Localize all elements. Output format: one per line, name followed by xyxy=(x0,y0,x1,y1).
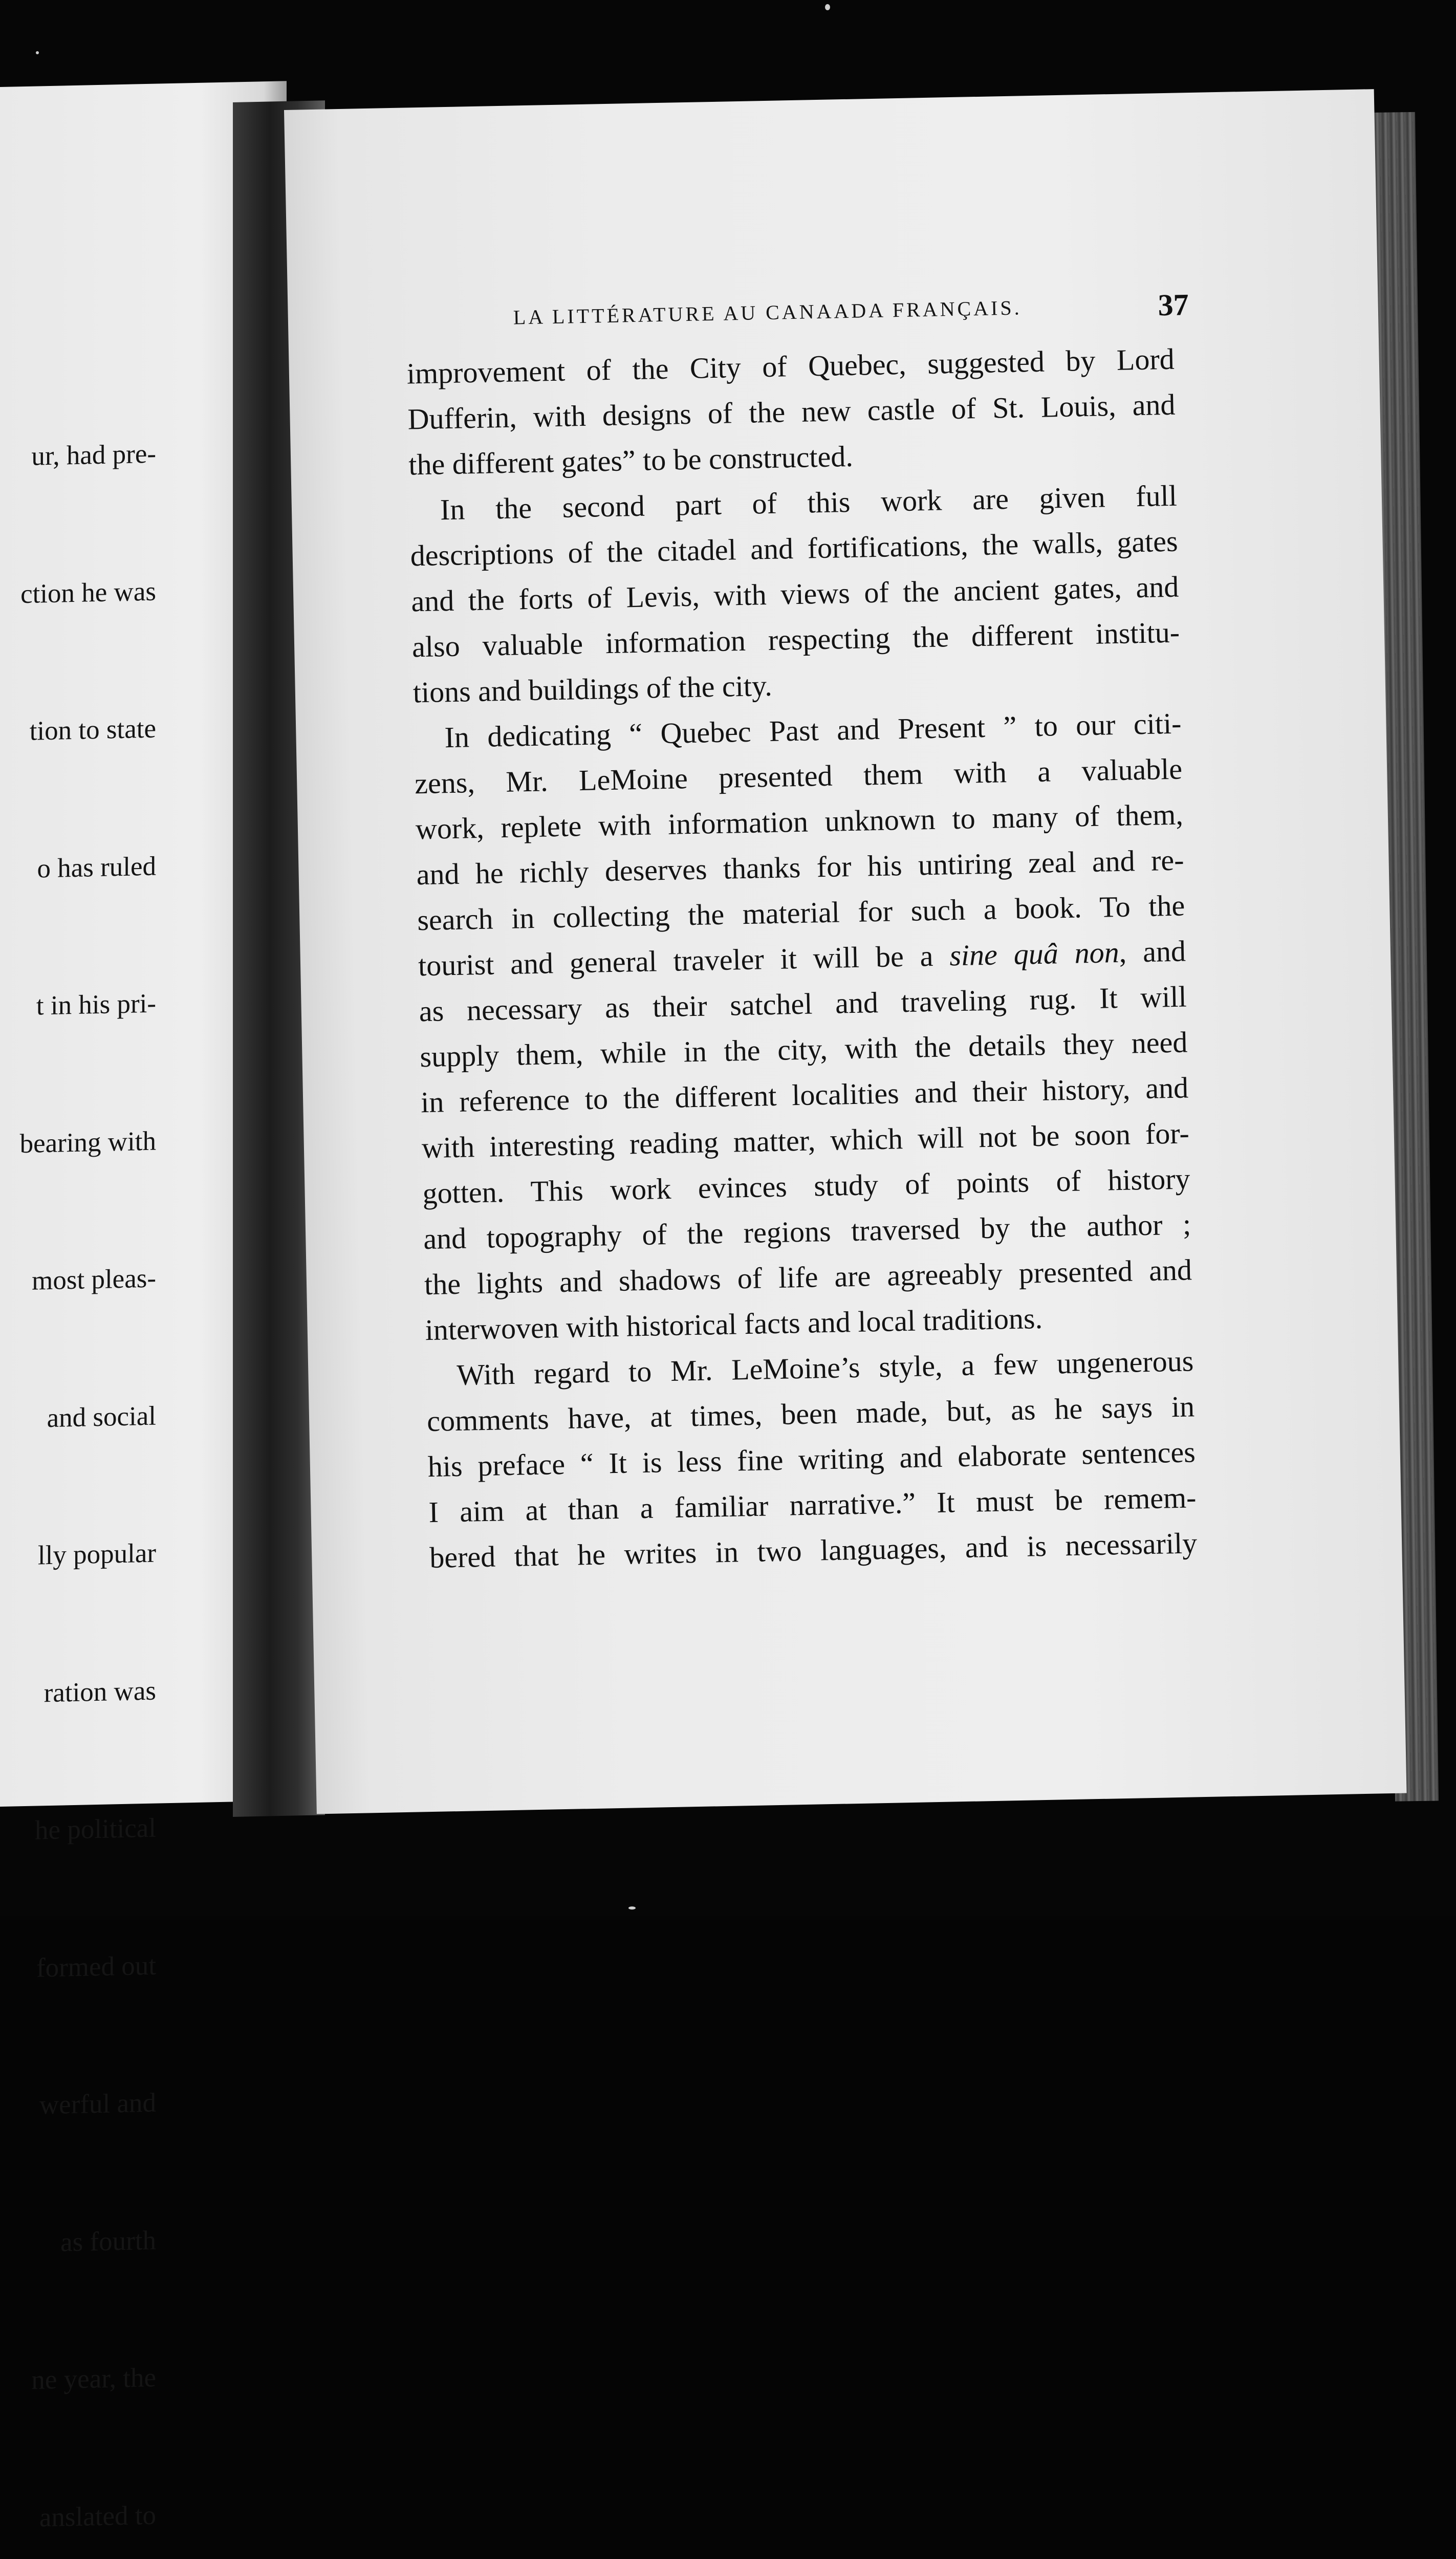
text-line: comments have, at times, been made, but, as he says in xyxy=(426,1390,1195,1438)
text-line: descriptions of the citadel and fortifications, the walls, gates xyxy=(410,524,1179,573)
text-line: In the second part of this work are given full xyxy=(440,479,1178,527)
text-line: and topography of the regions traversed by the author ; xyxy=(423,1207,1191,1256)
italic-phrase: sine quâ non xyxy=(949,935,1120,972)
text-line: gotten. This work evinces study of points of history xyxy=(422,1162,1191,1210)
left-line: bearing with xyxy=(19,1126,156,1159)
text-line: search in collecting the material for such a book. To the xyxy=(417,888,1185,937)
left-line: ction he was xyxy=(20,576,156,609)
text-line: and he richly deserves thanks for his untiring zeal and re- xyxy=(416,843,1185,892)
left-line: most pleas- xyxy=(32,1263,156,1296)
running-head: LA LITTÉRATURE AU CANAADA FRANÇAIS. xyxy=(513,296,1023,329)
left-line: ration was xyxy=(44,1676,156,1708)
text-line: as necessary as their satchel and traveling rug. It will xyxy=(419,980,1187,1028)
text-line: with interesting reading matter, which will not be soon for- xyxy=(421,1116,1190,1165)
left-line: t in his pri- xyxy=(36,988,156,1021)
left-line: tion to state xyxy=(29,713,156,746)
text-line: work, replete with information unknown to many of them, xyxy=(415,797,1184,846)
left-line: o has ruled xyxy=(37,851,156,883)
left-line: and social xyxy=(47,1401,156,1433)
text-line: Dufferin, with designs of the new castle of St. Louis, and xyxy=(407,387,1176,436)
right-page xyxy=(284,89,1407,1814)
left-page-text xyxy=(20,340,156,2559)
text-line: In dedicating “ Quebec Past and Present ” to our citi- xyxy=(444,706,1182,754)
text-line: With regard to Mr. LeMoine’s style, a few ungenerous xyxy=(456,1344,1194,1392)
left-line: he political xyxy=(35,1813,156,1846)
dust-speck xyxy=(628,1906,636,1910)
text-line: in reference to the different localities and their history, and xyxy=(420,1071,1189,1119)
text-line: bered that he writes in two languages, and is necessarily xyxy=(429,1526,1198,1575)
text-line: interwoven with historical facts and local traditions. xyxy=(425,1301,1043,1347)
body-text xyxy=(406,336,1198,1580)
text-line: the different gates” to be constructed. xyxy=(408,439,854,482)
dust-speck xyxy=(825,4,830,10)
left-line: as fourth xyxy=(60,2225,156,2258)
page-number: 37 xyxy=(1158,288,1189,322)
left-line: werful and xyxy=(39,2088,156,2120)
text-line: the lights and shadows of life are agreeably presented and xyxy=(424,1253,1192,1302)
dust-speck xyxy=(36,51,39,54)
left-line: lly popular xyxy=(37,1538,156,1571)
text-line: zens, Mr. LeMoine presented them with a valuable xyxy=(414,752,1183,800)
left-line: anslated to xyxy=(39,2500,156,2532)
text-line: tions and buildings of the city. xyxy=(412,668,773,709)
text-line: also valuable information respecting the different institu- xyxy=(411,615,1180,664)
text-line-tail: , and xyxy=(1119,934,1186,969)
text-line-start: tourist and general traveler it will be a xyxy=(418,939,934,983)
left-line: ne year, the xyxy=(31,2362,156,2395)
text-line: supply them, while in the city, with the details they need xyxy=(419,1025,1188,1074)
text-line: I aim at than a familiar narrative.” It must be remem- xyxy=(428,1481,1197,1529)
text-line: improvement of the City of Quebec, suggested by Lord xyxy=(406,342,1175,391)
left-line: formed out xyxy=(36,1950,156,1983)
text-line: his preface “ It is less fine writing and elaborate sentences xyxy=(427,1435,1196,1484)
left-line: ur, had pre- xyxy=(31,439,156,471)
text-line: and the forts of Levis, with views of the ancient gates, and xyxy=(410,570,1179,618)
